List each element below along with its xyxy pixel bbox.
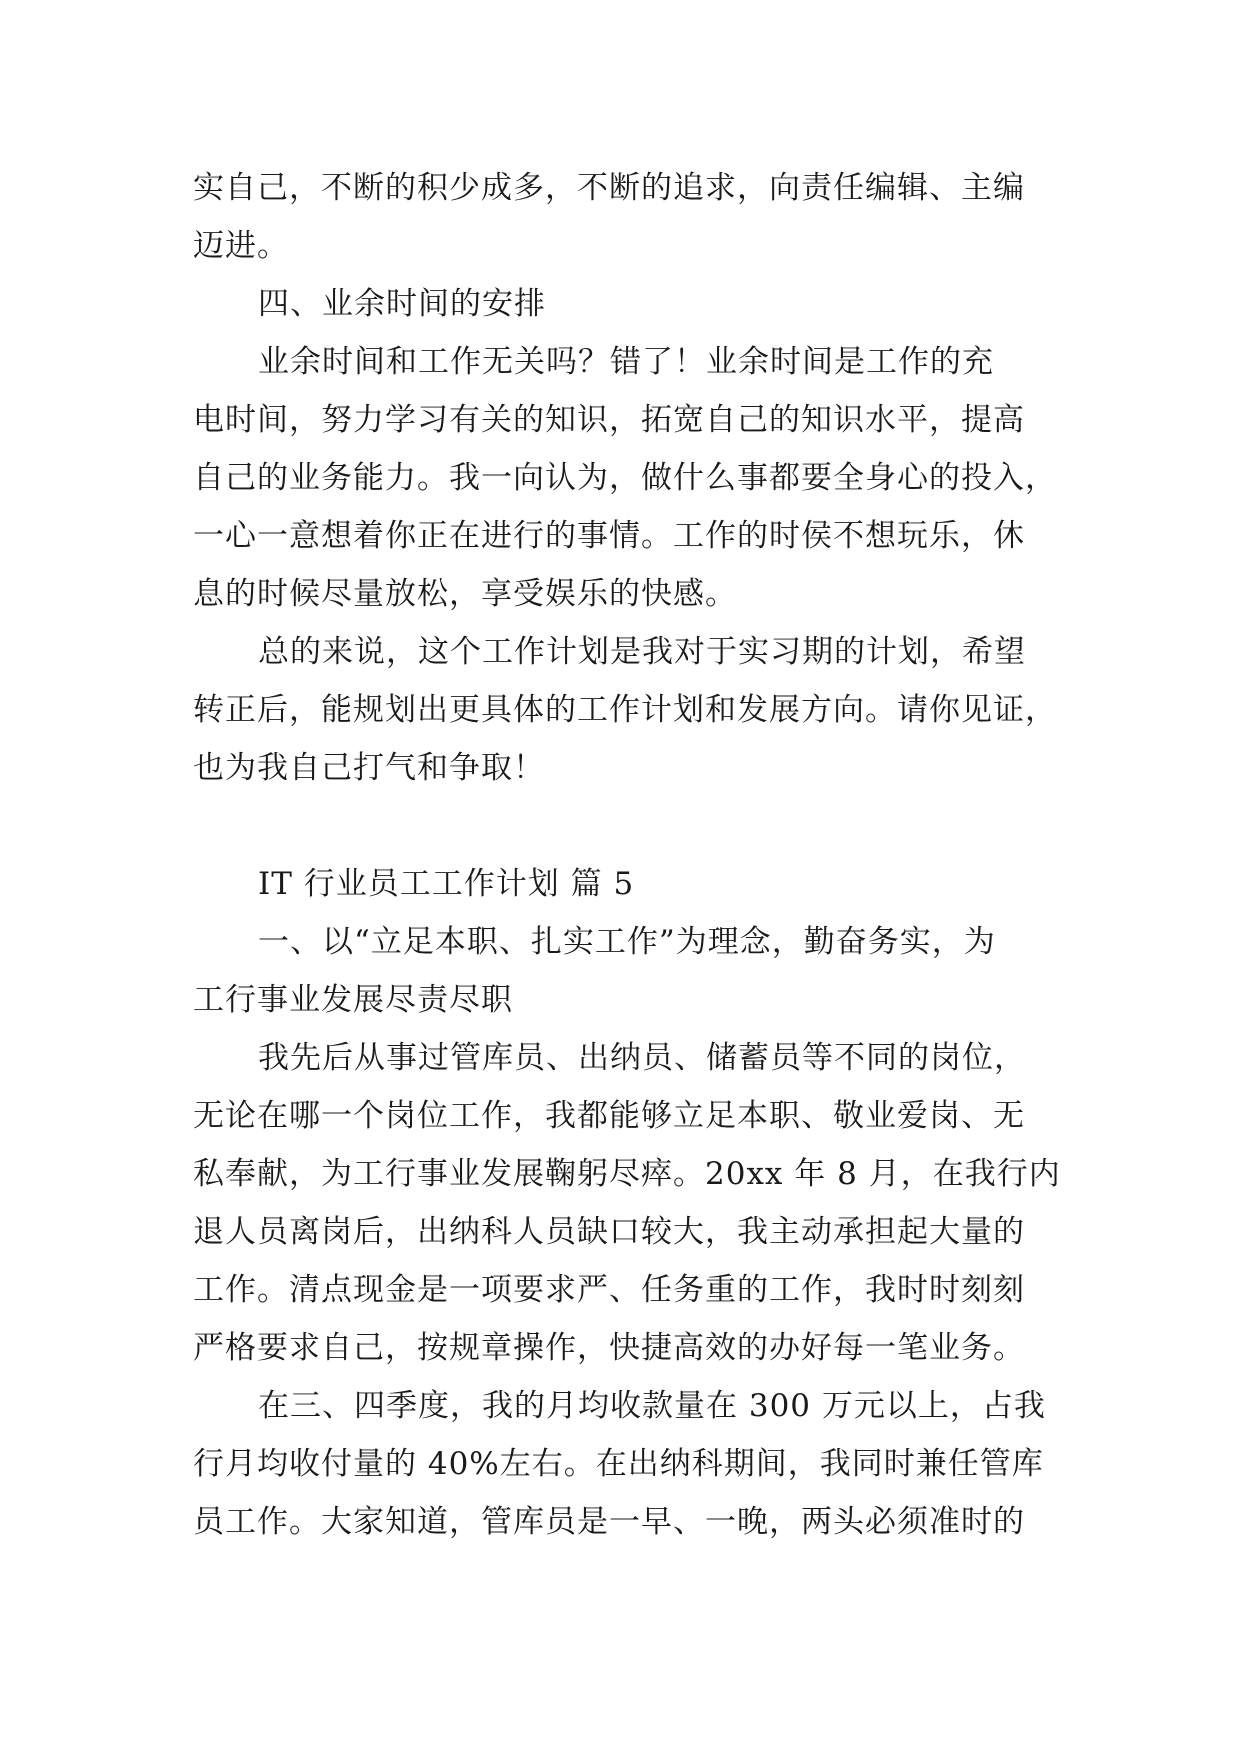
paragraph-line: 电时间，努力学习有关的知识，拓宽自己的知识水平，提高 xyxy=(193,402,1025,438)
section-heading: 工行事业发展尽责尽职 xyxy=(193,982,513,1018)
paragraph-line: 私奉献，为工行事业发展鞠躬尽瘁。20xx 年 8 月，在我行内 xyxy=(193,1156,1061,1192)
paragraph-line: 员工作。大家知道，管库员是一早、一晚，两头必须准时的 xyxy=(193,1504,1025,1540)
paragraph-line: 在三、四季度，我的月均收款量在 300 万元以上，占我 xyxy=(258,1388,1046,1424)
section-heading: 四、业余时间的安排 xyxy=(258,286,546,322)
paragraph-line: 息的时候尽量放松，享受娱乐的快感。 xyxy=(193,576,737,612)
paragraph-line: 行月均收付量的 40%左右。在出纳科期间，我同时兼任管库 xyxy=(193,1446,1044,1482)
paragraph-line: 实自己，不断的积少成多，不断的追求，向责任编辑、主编 xyxy=(193,170,1025,206)
paragraph-line: 自己的业务能力。我一向认为，做什么事都要全身心的投入， xyxy=(193,460,1057,496)
article-title: IT 行业员工工作计划 篇 5 xyxy=(258,866,635,902)
paragraph-line: 也为我自己打气和争取！ xyxy=(193,750,545,786)
paragraph-line: 工作。清点现金是一项要求严、任务重的工作，我时时刻刻 xyxy=(193,1272,1025,1308)
paragraph-line: 退人员离岗后，出纳科人员缺口较大，我主动承担起大量的 xyxy=(193,1214,1025,1250)
section-heading: 一、以“立足本职、扎实工作”为理念，勤奋务实，为 xyxy=(258,924,996,960)
paragraph-line: 总的来说，这个工作计划是我对于实习期的计划，希望 xyxy=(258,634,1026,670)
paragraph-line: 严格要求自己，按规章操作，快捷高效的办好每一笔业务。 xyxy=(193,1330,1025,1366)
paragraph-line: 转正后，能规划出更具体的工作计划和发展方向。请你见证， xyxy=(193,692,1057,728)
paragraph-line: 业余时间和工作无关吗？错了！业余时间是工作的充 xyxy=(258,344,994,380)
paragraph-line: 我先后从事过管库员、出纳员、储蓄员等不同的岗位， xyxy=(258,1040,1026,1076)
paragraph-line: 迈进。 xyxy=(193,228,289,264)
paragraph-line: 一心一意想着你正在进行的事情。工作的时侯不想玩乐，休 xyxy=(193,518,1025,554)
paragraph-line: 无论在哪一个岗位工作，我都能够立足本职、敬业爱岗、无 xyxy=(193,1098,1025,1134)
